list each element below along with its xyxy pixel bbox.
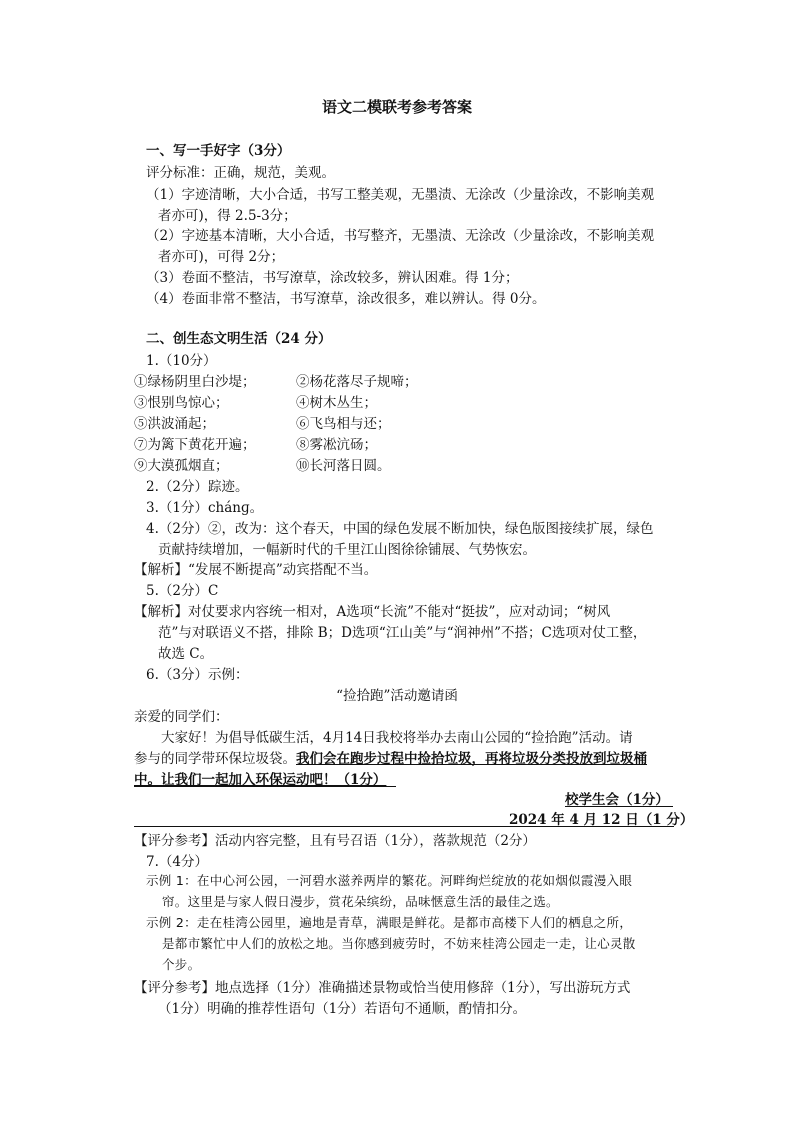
question-5-analysis-cont: 范”与对联语义不搭，排除 B；D选项“江山美”与“润神州”不搭；C选项对仗工整，	[158, 625, 647, 641]
criteria-item: （3）卷面不整洁，书写潦草，涂改较多，辨认困难。得 1分；	[146, 270, 519, 286]
underline-rule	[565, 806, 673, 807]
question-3: 3.（1分）chánɡ。	[146, 500, 264, 516]
question-7-scoring-cont: （1分）明确的推荐性语句（1分）若语句不通顺，酌情扣分。	[158, 1001, 527, 1017]
q7-example-2-cont: 个步。	[162, 957, 201, 972]
q1-answer: ⑧雾凇沆砀；	[296, 437, 377, 453]
q1-answer: ③恨别鸟惊心；	[134, 395, 229, 411]
q1-answer: ⑤洪波涌起；	[134, 416, 215, 432]
q7-example-1: 示例 1：在中心河公园，一河碧水滋养两岸的繁花。河畔绚烂绽放的花如烟似霞漫入眼	[146, 873, 633, 888]
scoring-criteria: 评分标准：正确，规范，美观。	[146, 165, 335, 181]
question-1-head: 1.（10分）	[146, 353, 217, 369]
question-6-head: 6.（3分）示例：	[146, 667, 249, 683]
page-title: 语文二模联考参考答案	[321, 98, 472, 116]
letter-date: 2024 年 4 月 12 日（1 分）	[509, 812, 694, 828]
question-4-cont: 贡献持续增加，一幅新时代的千里江山图徐徐铺展、气势恢宏。	[158, 542, 536, 558]
q7-example-2-cont: 是都市繁忙中人们的放松之地。当你感到疲劳时，不妨来桂湾公园走一走，让心灵散	[162, 936, 636, 951]
criteria-item-cont: 者亦可)，可得 2分；	[158, 249, 285, 265]
underline-rule	[134, 786, 396, 787]
letter-body-emphasis: 中。让我们一起加入环保运动吧！（1分）	[134, 772, 387, 788]
letter-signer: 校学生会（1分）	[565, 792, 669, 808]
q1-answer: ⑥飞鸟相与还；	[296, 416, 391, 432]
q7-example-1-cont: 帘。这里是与家人假日漫步，赏花朵缤纷，品味惬意生活的最佳之选。	[162, 894, 559, 909]
q1-answer: ⑩长河落日圆。	[296, 458, 391, 474]
letter-body	[134, 747, 647, 767]
question-4: 4.（2分）②，改为：这个春天，中国的绿色发展不断加快，绿色版图接续扩展，绿色	[146, 521, 654, 537]
letter-title: “捡拾跑”活动邀请函	[336, 688, 458, 704]
criteria-item: （1）字迹清晰，大小合适，书写工整美观，无墨渍、无涂改（少量涂改，不影响美观	[146, 187, 655, 203]
q1-answer: ②杨花落尽子规啼；	[296, 374, 418, 390]
question-7-head: 7.（4分）	[146, 854, 208, 870]
section-1-heading: 一、写一手好字（3分）	[146, 143, 291, 159]
q1-answer: ④树木丛生；	[296, 395, 377, 411]
q1-answer: ⑦为篱下黄花开遍；	[134, 437, 256, 453]
criteria-item: （2）字迹基本清晰，大小合适，书写整齐，无墨渍、无涂改（少量涂改，不影响美观	[146, 228, 655, 244]
question-5-analysis: 【解析】对仗要求内容统一相对，A选项“长流”不能对“挺拔”，应对动词；“树风	[134, 604, 611, 620]
question-4-analysis: 【解析】“发展不断提高”动宾搭配不当。	[134, 562, 378, 578]
letter-body-plain: 参与的同学带环保垃圾袋。	[134, 751, 296, 767]
question-2: 2.（2分）踪迹。	[146, 479, 249, 495]
question-7-scoring: 【评分参考】地点选择（1分）准确描述景物或恰当使用修辞（1分），写出游玩方式	[134, 980, 631, 996]
letter-greeting: 亲爱的同学们：	[134, 709, 229, 725]
criteria-item-cont: 者亦可)，得 2.5-3分；	[158, 208, 297, 224]
letter-body: 大家好！为倡导低碳生活，4月14日我校将举办去南山公园的“捡拾跑”活动。请	[161, 730, 633, 746]
section-2-heading: 二、创生态文明生活（24 分）	[146, 331, 332, 347]
criteria-item: （4）卷面非常不整洁，书写潦草，涂改很多，难以辨认。得 0分。	[146, 291, 546, 307]
question-5: 5.（2分）C	[146, 583, 219, 599]
q1-answer: ①绿杨阴里白沙堤；	[134, 374, 256, 390]
letter-body-emphasis: 我们会在跑步过程中捡拾垃圾，再将垃圾分类投放到垃圾桶	[296, 751, 647, 767]
q1-answer: ⑨大漠孤烟直；	[134, 458, 229, 474]
letter-bottom-rule	[134, 826, 674, 827]
q7-example-2: 示例 2：走在桂湾公园里，遍地是青草，满眼是鲜花。是都市高楼下人们的栖息之所，	[146, 915, 633, 930]
question-6-scoring: 【评分参考】活动内容完整，且有号召语（1分），落款规范（2分）	[134, 833, 536, 849]
question-5-analysis-cont: 故选 C。	[158, 646, 214, 662]
